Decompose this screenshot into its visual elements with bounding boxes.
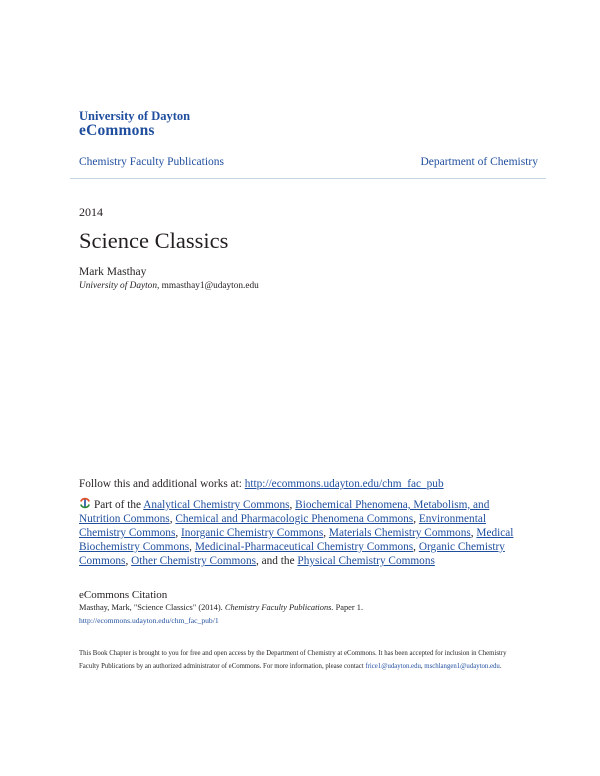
ecommons-logo-text[interactable]: eCommons xyxy=(79,122,155,139)
commons-link[interactable]: Inorganic Chemistry Commons xyxy=(181,527,324,539)
commons-link[interactable]: Other Chemistry Commons xyxy=(131,555,256,567)
contact-email-1[interactable]: frice1@udayton.edu xyxy=(365,662,421,670)
document-title: Science Classics xyxy=(79,228,229,253)
notice-sep: , xyxy=(420,662,423,670)
author-affiliation: University of Dayton, mmasthay1@udayton.edu xyxy=(79,281,259,291)
collection-link[interactable]: Chemistry Faculty Publications xyxy=(79,156,225,168)
commons-link[interactable]: Medicinal-Pharmaceutical Chemistry Commons xyxy=(194,541,414,553)
access-notice xyxy=(79,648,519,673)
citation-url-link[interactable]: http://ecommons.udayton.edu/chm_fac_pub/1 xyxy=(79,616,219,625)
header-divider xyxy=(70,178,546,179)
university-name: University of Dayton xyxy=(79,109,191,123)
commons-link[interactable]: Physical Chemistry Commons xyxy=(297,555,435,567)
commons-separator: , xyxy=(413,541,419,553)
commons-link[interactable]: Chemical and Pharmacologic Phenomena Commons xyxy=(175,513,414,525)
commons-separator: , xyxy=(125,555,132,567)
collection-url-link[interactable]: http://ecommons.udayton.edu/chm_fac_pub xyxy=(244,478,444,490)
notice-end: . xyxy=(499,662,502,670)
commons-separator: , xyxy=(413,513,419,525)
author-name: Mark Masthay xyxy=(79,266,147,278)
commons-separator: , xyxy=(175,527,181,539)
commons-link[interactable]: Medical Biochemistry Commons xyxy=(79,527,514,553)
commons-separator: , xyxy=(323,527,329,539)
commons-separator: , xyxy=(169,513,176,525)
commons-link[interactable]: Organic Chemistry Commons xyxy=(79,541,505,567)
affiliation-institution: University of Dayton xyxy=(79,281,157,291)
citation-text-end: Paper 1. xyxy=(335,603,364,612)
commons-separator: , xyxy=(189,541,195,553)
citation-series: Chemistry Faculty Publications. xyxy=(224,603,334,612)
part-of-commons xyxy=(79,497,523,568)
commons-separator: , xyxy=(289,499,296,511)
commons-separator: , and the xyxy=(256,555,298,567)
contact-email-2[interactable]: mschlangen1@udayton.edu xyxy=(424,662,500,670)
commons-links xyxy=(79,499,513,567)
author-email: mmasthay1@udayton.edu xyxy=(161,281,259,291)
follow-label: Follow this and additional works at: xyxy=(79,478,242,490)
commons-link[interactable]: Environmental Chemistry Commons xyxy=(79,513,486,539)
part-of-prefix: Part of the xyxy=(94,499,142,511)
commons-link[interactable]: Biochemical Phenomena, Metabolism, and Nutrition Commons xyxy=(79,499,490,525)
citation-text-start: Masthay, Mark, "Science Classics" (2014). xyxy=(79,603,223,612)
citation-text xyxy=(79,603,363,612)
commons-link[interactable]: Materials Chemistry Commons xyxy=(328,527,471,539)
notice-text: This Book Chapter is brought to you for free and open access by the Department of Chemistry at eCommons. It has been accepted for inclusion in Chemistry Faculty Publications by an authorized administrator of eCommons. For more information, please contact xyxy=(79,650,507,670)
department-link[interactable]: Department of Chemistry xyxy=(420,156,538,168)
commons-link[interactable]: Analytical Chemistry Commons xyxy=(143,499,290,511)
follow-line xyxy=(79,478,444,490)
open-access-icon xyxy=(79,497,91,509)
commons-separator: , xyxy=(470,527,477,539)
citation-heading: eCommons Citation xyxy=(79,589,168,601)
publication-year: 2014 xyxy=(79,205,103,219)
